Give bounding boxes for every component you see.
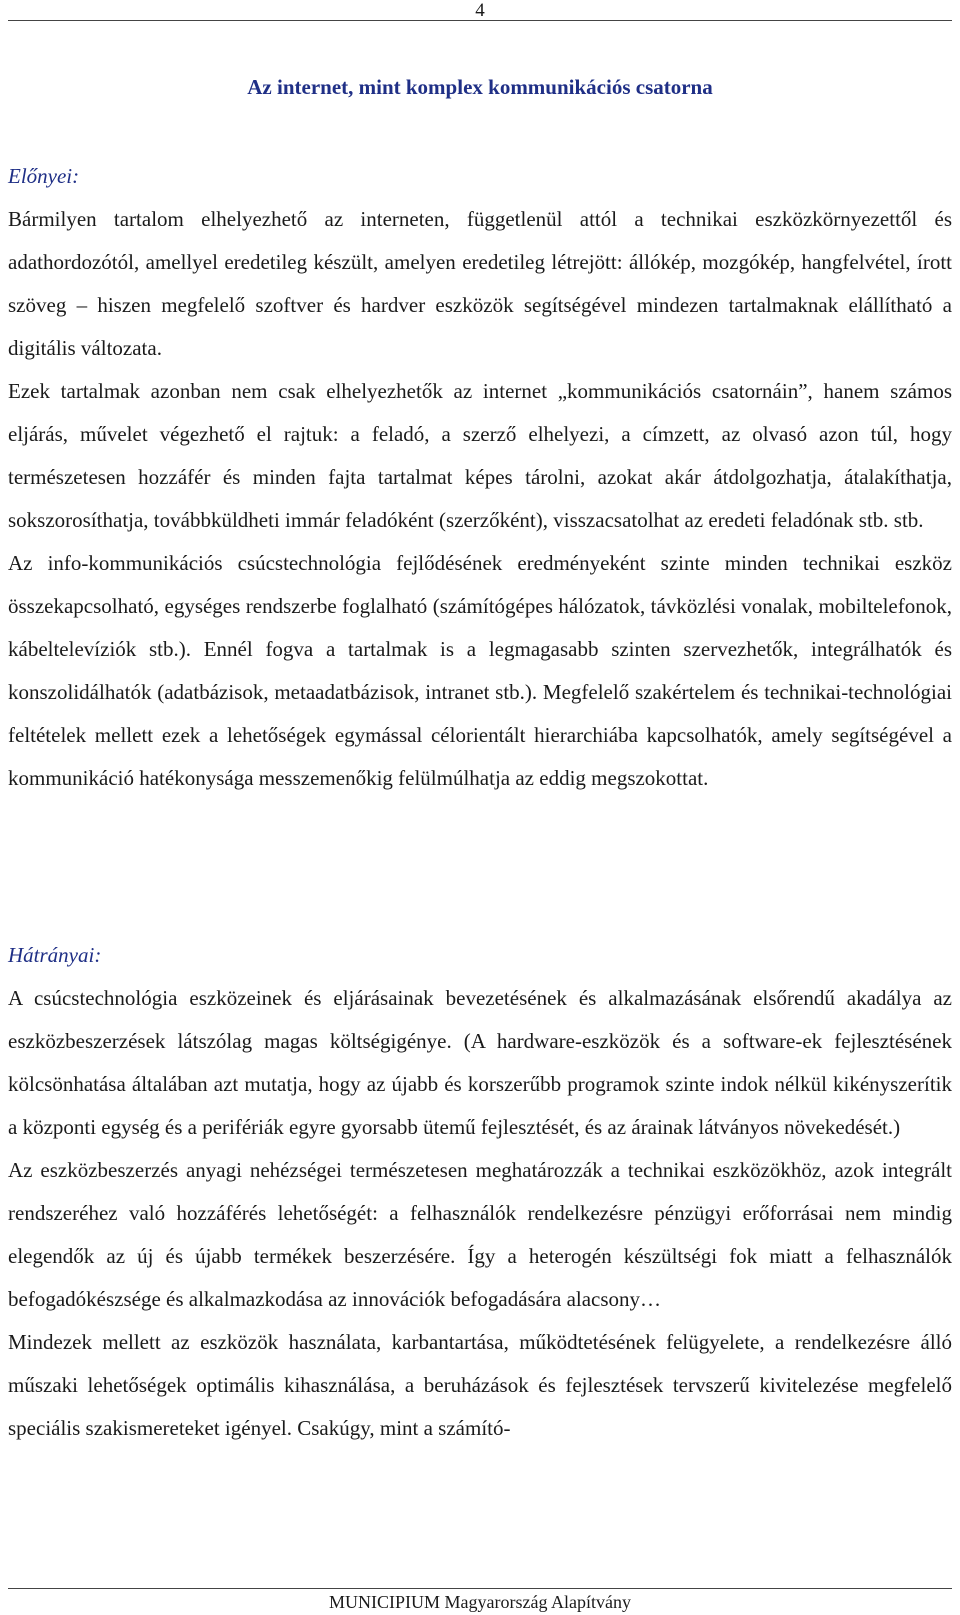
advantages-paragraph-2: Ezek tartalmak azonban nem csak elhelyezhetők az internet „kommunikációs csatornáin”, hanem számos eljárás, művelet végezhető el rajtuk: a feladó, a szerző elhelyezi, a címzett, az olvasó azon túl, hogy természetesen hozzáfér és minden fajta tartalmat képes tárolni, azokat akár átdolgozhatja, átalakíthatja, sokszorosíthatja, továbbküldheti immár feladóként (szerzőként), visszacsatolhat az eredeti feladónak stb. stb.: [8, 379, 952, 532]
disadvantages-section: [8, 934, 952, 1450]
page-footer: MUNICIPIUM Magyarország Alapítvány: [329, 1592, 631, 1612]
advantages-paragraph-3: Az info-kommunikációs csúcstechnológia fejlődésének eredményeként szinte minden technikai eszköz összekapcsolható, egységes rendszerbe foglalható (számítógépes hálózatok, távközlési vonalak, mobiltelefonok, kábeltelevíziók stb.). Ennél fogva a tartalmak is a legmagasabb szinten szervezhetők, integrálhatók és konszolidálhatók (adatbázisok, metaadatbázisok, intranet stb.). Megfelelő szakértelem és technikai-technológiai feltételek mellett ezek a lehetőségek egymással célorientált hierarchiába kapcsolhatók, amely segítségével a kommunikáció hatékonysága messzemenőkig felülmúlhatja az eddig megszokottat.: [8, 551, 952, 790]
header-rule: [8, 20, 952, 21]
disadvantages-paragraph-1: A csúcstechnológia eszközeinek és eljárásainak bevezetésének és alkalmazásának elsőrendű akadálya az eszközbeszerzések látszólag magas költségigénye. (A hardware-eszközök és a software-ek fejlesztésének kölcsönhatása általában azt mutatja, hogy az újabb és korszerűbb programok szinte indok nélkül kikényszerítik a központi egység és a perifériák egyre gyorsabb ütemű fejlesztését, és az árainak látványos növekedését.): [8, 986, 952, 1139]
advantages-paragraph-1: Bármilyen tartalom elhelyezhető az interneten, függetlenül attól a technikai eszközkörnyezettől és adathordozótól, amellyel eredetileg készült, amelyen eredetileg létrejött: állókép, mozgókép, hangfelvétel, írott szöveg – hiszen megfelelő szoftver és hardver eszközök segítségével mindezen tartalmaknak elállítható a digitális változata.: [8, 207, 952, 360]
footer-rule: [8, 1588, 952, 1589]
disadvantages-paragraph-2: Az eszközbeszerzés anyagi nehézségei természetesen meghatározzák a technikai eszközökhöz, azok integrált rendszeréhez való hozzáférés lehetőségét: a felhasználók rendelkezésre pénzügyi erőforrásai nem mindig elegendők az új és újabb termékek beszerzésére. Így a heterogén készültségi fok miatt a felhasználók befogadókészsége és alkalmazkodása az innovációk befogadására alacsony…: [8, 1158, 952, 1311]
disadvantages-paragraph-3: Mindezek mellett az eszközök használata, karbantartása, működtetésének felügyelete, a rendelkezésre álló műszaki lehetőségek optimális kihasználása, a beruházások és fejlesztések tervszerű kivitelezése megfelelő speciális szakismereteket igényel. Csakúgy, mint a számító-: [8, 1330, 952, 1440]
page-title: Az internet, mint komplex kommunikációs csatorna: [247, 75, 713, 99]
advantages-label: Előnyei:: [8, 164, 80, 188]
advantages-section: [8, 155, 952, 800]
disadvantages-label: Hátrányai:: [8, 943, 102, 967]
page-number: 4: [475, 0, 485, 21]
